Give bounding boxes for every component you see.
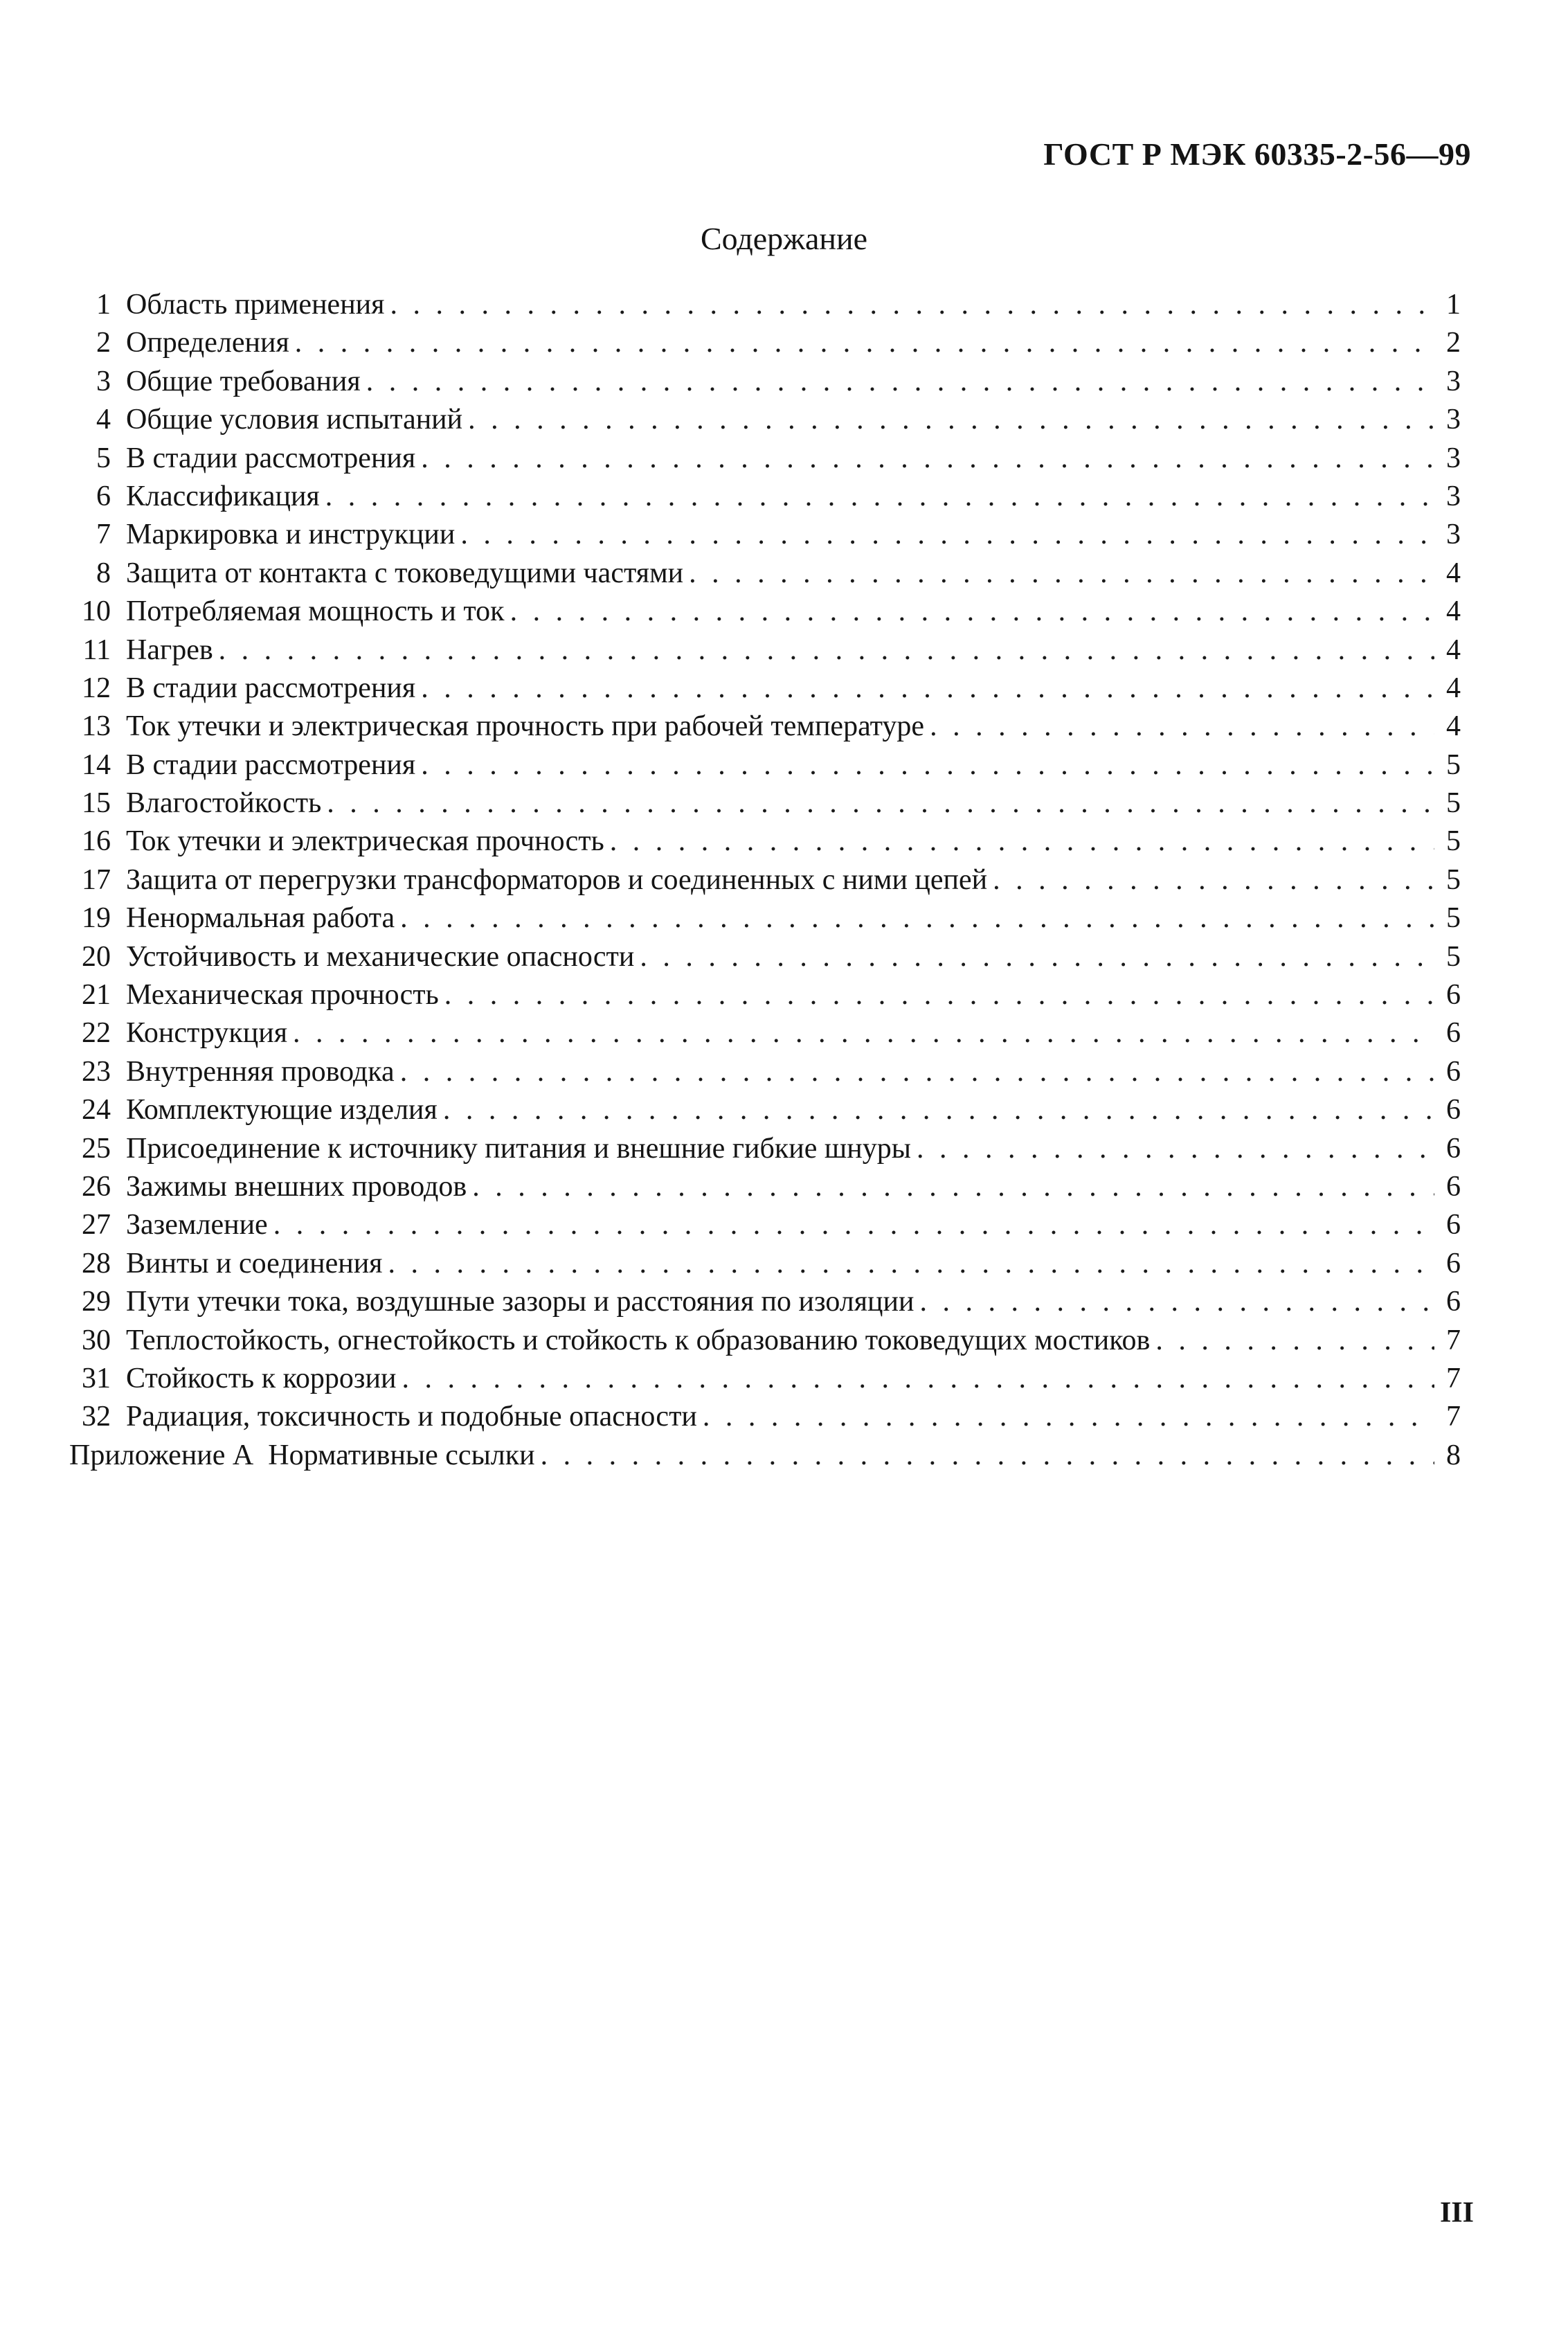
toc-item-number: 20 (82, 940, 111, 973)
toc-item-label: В стадии рассмотрения (126, 672, 416, 704)
toc-item-page: 6 (1446, 1209, 1461, 1241)
toc-leader-dots (402, 1362, 1434, 1395)
toc-item-label: Защита от контакта с токоведущими частями (126, 557, 684, 589)
toc-leader-dots (993, 863, 1434, 897)
toc-item-number: 5 (96, 442, 111, 474)
toc-item-label: Винты и соединения (126, 1247, 383, 1280)
toc-item-page: 4 (1446, 672, 1461, 704)
toc-item-1[interactable] (69, 288, 1461, 326)
toc-item-page: 3 (1446, 519, 1461, 551)
toc-item-page: 6 (1446, 1094, 1461, 1126)
toc-item-26[interactable] (69, 1170, 1461, 1208)
toc-leader-dots (293, 1016, 1434, 1050)
toc-item-14[interactable] (69, 748, 1461, 787)
toc-item-page: 3 (1446, 365, 1461, 397)
toc-item-32[interactable] (69, 1400, 1461, 1438)
toc-item-page: 5 (1446, 825, 1461, 858)
toc-item-number: 19 (82, 902, 111, 935)
toc-leader-dots (327, 787, 1434, 820)
toc-leader-dots (390, 288, 1434, 321)
page-number: III (1439, 2197, 1474, 2229)
toc-item-label: Зажимы внешних проводов (126, 1170, 467, 1203)
toc-item-number: 29 (82, 1286, 111, 1318)
toc-item-11[interactable] (69, 634, 1461, 672)
toc-item-number: 2 (96, 327, 111, 359)
toc-item-label: Область применения (126, 289, 385, 321)
toc-item-page: 4 (1446, 557, 1461, 589)
toc-item-12[interactable] (69, 672, 1461, 710)
toc-item-number: 10 (82, 595, 111, 628)
toc-item-label: Теплостойкость, огнестойкость и стойкость к образованию токоведущих мостиков (126, 1324, 1151, 1356)
toc-leader-dots (273, 1208, 1434, 1241)
toc-item-25[interactable] (69, 1132, 1461, 1170)
toc-item-label: Нагрев (126, 634, 213, 666)
toc-item-number: 15 (82, 787, 111, 820)
toc-leader-dots (295, 326, 1434, 359)
toc-item-label: Комплектующие изделия (126, 1094, 438, 1126)
toc-item-22[interactable] (69, 1016, 1461, 1054)
toc-item-number: 6 (96, 480, 111, 512)
toc-leader-dots (917, 1132, 1434, 1165)
toc-item-number: 17 (82, 863, 111, 896)
toc-leader-dots (930, 710, 1434, 743)
toc-item-label: Ненормальная работа (126, 902, 395, 935)
toc-item-8[interactable] (69, 557, 1461, 595)
toc-item-number: 23 (82, 1055, 111, 1088)
toc-item-16[interactable] (69, 825, 1461, 863)
toc-item-page: 5 (1446, 940, 1461, 973)
toc-item-page: 5 (1446, 902, 1461, 935)
toc-item-page: 4 (1446, 634, 1461, 666)
toc-item-10[interactable] (69, 595, 1461, 633)
toc-item-number: 8 (96, 557, 111, 589)
toc-item-label: Пути утечки тока, воздушные зазоры и расстояния по изоляции (126, 1286, 914, 1318)
toc-leader-dots (421, 672, 1434, 705)
toc-item-page: 6 (1446, 1247, 1461, 1280)
toc-item-number: 27 (82, 1209, 111, 1241)
toc-leader-dots (472, 1170, 1434, 1203)
toc-item-page: 5 (1446, 787, 1461, 820)
toc-item-number: 12 (82, 672, 111, 704)
toc-leader-dots (703, 1400, 1434, 1433)
toc-item-number: 21 (82, 979, 111, 1012)
toc-item-number: 25 (82, 1132, 111, 1165)
toc-item-page: 6 (1446, 1017, 1461, 1050)
toc-item-page: 3 (1446, 404, 1461, 436)
toc-item-label: Общие условия испытаний (126, 404, 463, 436)
table-of-contents (69, 288, 1461, 1477)
toc-item-label: В стадии рассмотрения (126, 748, 416, 781)
toc-item-label: Определения (126, 327, 289, 359)
toc-item-28[interactable] (69, 1247, 1461, 1285)
toc-item-label: Устойчивость и механические опасности (126, 940, 635, 973)
toc-item-page: 5 (1446, 863, 1461, 896)
toc-item-label: Конструкция (126, 1017, 288, 1050)
toc-item-number: 22 (82, 1017, 111, 1050)
toc-item-page: 7 (1446, 1362, 1461, 1394)
toc-leader-dots (400, 1055, 1434, 1088)
toc-item-30[interactable] (69, 1324, 1461, 1362)
toc-item-number: 24 (82, 1094, 111, 1126)
toc-item-page: 3 (1446, 442, 1461, 474)
toc-item-31[interactable] (69, 1362, 1461, 1400)
toc-item-label: Присоединение к источнику питания и внешние гибкие шнуры (126, 1132, 911, 1165)
toc-item-21[interactable] (69, 978, 1461, 1016)
toc-item-number: 31 (82, 1362, 111, 1394)
toc-item-number: 13 (82, 710, 111, 743)
toc-item-label: Приложение А Нормативные ссылки (69, 1439, 535, 1471)
toc-leader-dots (640, 940, 1434, 973)
toc-item-27[interactable] (69, 1208, 1461, 1246)
toc-item-number: 11 (82, 634, 111, 666)
toc-item-3[interactable] (69, 365, 1461, 403)
toc-leader-dots (444, 978, 1434, 1012)
toc-leader-dots (689, 557, 1434, 590)
toc-leader-dots (443, 1093, 1434, 1126)
toc-leader-dots (219, 634, 1434, 667)
toc-leader-dots (610, 825, 1434, 858)
toc-leader-dots (325, 480, 1434, 513)
toc-item-15[interactable] (69, 787, 1461, 825)
toc-item-label: Влагостойкость (126, 787, 322, 820)
toc-leader-dots (366, 365, 1434, 398)
toc-item-label: Радиация, токсичность и подобные опасности (126, 1401, 697, 1433)
toc-item-page: 8 (1446, 1439, 1461, 1471)
toc-leader-dots (541, 1439, 1434, 1472)
toc-leader-dots (510, 595, 1434, 628)
toc-item-page: 1 (1446, 289, 1461, 321)
toc-item-number: 28 (82, 1247, 111, 1280)
toc-item-page: 2 (1446, 327, 1461, 359)
toc-item-number: 7 (96, 519, 111, 551)
toc-item-page: 7 (1446, 1324, 1461, 1356)
toc-item-label: Защита от перегрузки трансформаторов и соединенных с ними цепей (126, 863, 988, 896)
toc-leader-dots (421, 748, 1434, 782)
toc-item-label: В стадии рассмотрения (126, 442, 416, 474)
toc-item-page: 4 (1446, 595, 1461, 628)
toc-item-number: 26 (82, 1170, 111, 1203)
toc-item-23[interactable] (69, 1055, 1461, 1093)
toc-item-6[interactable] (69, 480, 1461, 518)
toc-item-19[interactable] (69, 901, 1461, 940)
toc-leader-dots (388, 1247, 1435, 1280)
toc-item-label: Общие требования (126, 365, 361, 397)
toc-item-13[interactable] (69, 710, 1461, 748)
toc-item-page: 5 (1446, 748, 1461, 781)
toc-item-number: 1 (96, 289, 111, 321)
toc-item-number: 14 (82, 748, 111, 781)
toc-item-7[interactable] (69, 518, 1461, 556)
toc-item-page: 6 (1446, 1286, 1461, 1318)
toc-leader-dots (460, 518, 1434, 551)
toc-item-number: 30 (82, 1324, 111, 1356)
toc-item-label: Стойкость к коррозии (126, 1362, 397, 1394)
toc-leader-dots (400, 901, 1434, 935)
toc-item-number: 3 (96, 365, 111, 397)
toc-item-4[interactable] (69, 403, 1461, 441)
toc-title: Содержание (700, 221, 868, 256)
toc-item-label: Потребляемая мощность и ток (126, 595, 505, 628)
toc-item-number: 32 (82, 1401, 111, 1433)
toc-leader-dots (468, 403, 1434, 436)
toc-item-page: 6 (1446, 1132, 1461, 1165)
toc-item-label: Ток утечки и электрическая прочность при рабочей температуре (126, 710, 925, 743)
toc-item-page: 7 (1446, 1401, 1461, 1433)
toc-item-page: 3 (1446, 480, 1461, 512)
toc-leader-dots (920, 1285, 1435, 1318)
toc-item-appendix-a[interactable] (69, 1439, 1461, 1477)
document-code: ГОСТ Р МЭК 60335-2-56—99 (1043, 136, 1471, 172)
toc-leader-dots (1155, 1324, 1434, 1357)
toc-item-17[interactable] (69, 863, 1461, 901)
toc-item-label: Ток утечки и электрическая прочность (126, 825, 604, 858)
toc-item-5[interactable] (69, 442, 1461, 480)
toc-item-page: 6 (1446, 979, 1461, 1012)
toc-leader-dots (421, 442, 1434, 475)
toc-item-page: 6 (1446, 1055, 1461, 1088)
toc-item-2[interactable] (69, 326, 1461, 364)
toc-item-label: Заземление (126, 1209, 268, 1241)
toc-item-20[interactable] (69, 940, 1461, 978)
toc-item-label: Внутренняя проводка (126, 1055, 395, 1088)
toc-item-number: 4 (96, 404, 111, 436)
toc-item-page: 6 (1446, 1170, 1461, 1203)
toc-item-number: 16 (82, 825, 111, 858)
toc-item-label: Механическая прочность (126, 979, 439, 1012)
toc-item-label: Классификация (126, 480, 320, 512)
toc-item-label: Маркировка и инструкции (126, 519, 456, 551)
toc-item-24[interactable] (69, 1093, 1461, 1131)
toc-item-page: 4 (1446, 710, 1461, 743)
toc-item-29[interactable] (69, 1285, 1461, 1323)
